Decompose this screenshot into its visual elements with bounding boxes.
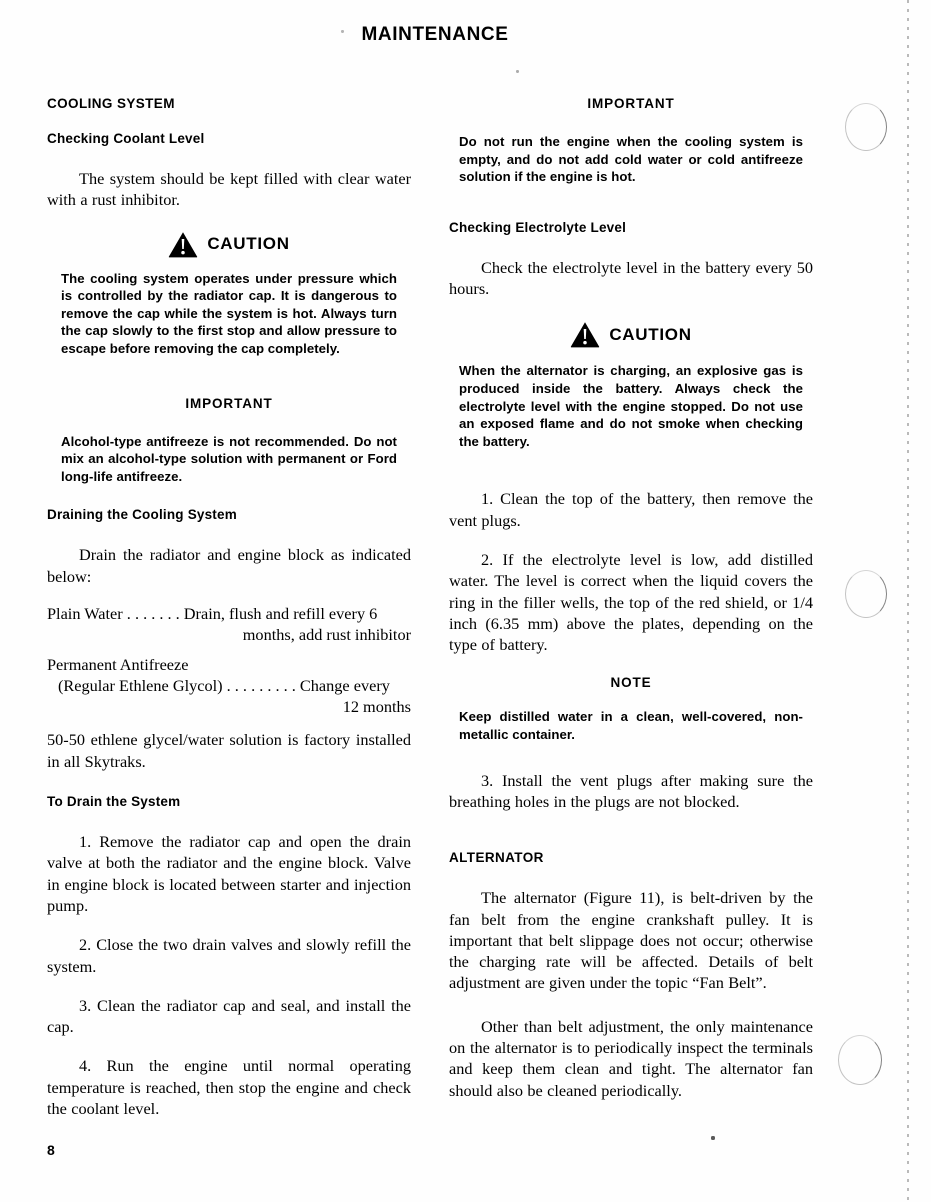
caution-text-block-cooling xyxy=(61,270,397,358)
step-item: 2. Close the two drain valves and slowly refill the system. xyxy=(47,935,411,976)
caution-text-block-battery xyxy=(459,362,803,450)
heading-to-drain-the-system: To Drain the System xyxy=(47,794,181,810)
dot-leader: . . . . . . . . . xyxy=(226,675,296,695)
caution-banner-battery xyxy=(449,321,813,348)
heading-checking-coolant-level: Checking Coolant Level xyxy=(47,131,205,146)
heading-alternator: ALTERNATOR xyxy=(449,850,544,866)
step-item: 1. Remove the radiator cap and open the drain valve at both the radiator and the engine block. Valve in engine block is located between starter and injection pump. xyxy=(47,832,411,915)
schedule-item-label: Plain Water xyxy=(47,603,123,623)
scan-artifact-hole-punch xyxy=(845,570,887,618)
important-text: Alcohol-type antifreeze is not recommended. Do not mix an alcohol-type solution with permanent or Ford long-life antifreeze. xyxy=(61,433,397,484)
scan-artifact-hole-punch xyxy=(838,1035,882,1085)
paragraph-alternator-maintenance: Other than belt adjustment, the only maintenance on the alternator is to periodically inspect the terminals and keep them clean and tight. The alternator fan should also be cleaned periodically. xyxy=(449,1016,813,1100)
important-text-block-antifreeze xyxy=(61,433,397,486)
page-number: 8 xyxy=(47,1142,55,1158)
heading-checking-electrolyte-level: Checking Electrolyte Level xyxy=(449,219,627,235)
step-item: 3. Clean the radiator cap and seal, and install the cap. xyxy=(47,995,411,1037)
paragraph-drain-intro: Drain the radiator and engine block as indicated below: xyxy=(47,545,411,586)
schedule-row-plain-water xyxy=(47,603,411,624)
schedule-value-line: Change every xyxy=(299,675,390,695)
schedule-value-continuation: months, add rust inhibitor xyxy=(242,625,411,645)
page-title: MAINTENANCE xyxy=(361,24,509,45)
caution-label: CAUTION xyxy=(609,324,692,344)
important-text-block-cooling xyxy=(459,133,803,186)
left-column xyxy=(47,96,411,1119)
dot-leader: . . . . . . . xyxy=(126,603,180,623)
step-item: 3. Install the vent plugs after making sure the breathing holes in the plugs are not blocked. xyxy=(449,770,813,811)
paragraph-electrolyte-intro: Check the electrolyte level in the battery every 50 hours. xyxy=(449,257,813,299)
important-label-cooling: IMPORTANT xyxy=(587,96,675,111)
paragraph-alternator-belt: The alternator (Figure 11), is belt-driven by the fan belt from the engine crankshaft pulley. It is important that belt slippage does not occur; otherwise the charging rate will be affected. Details of belt adjustment are given under the topic “Fan Belt”. xyxy=(449,888,813,993)
warning-triangle-icon xyxy=(570,321,600,348)
scan-artifact-speck xyxy=(341,30,344,33)
warning-triangle-icon xyxy=(168,231,198,258)
caution-text: The cooling system operates under pressure which is controlled by the radiator cap. It is dangerous to remove the cap while the system is hot. Always turn the cap slowly to the first stop and allow pressure to escape before removing the cap completely. xyxy=(61,270,397,356)
scan-artifact-speck xyxy=(711,1136,715,1140)
paragraph-coolant-intro: The system should be kept filled with clear water with a rust inhibitor. xyxy=(47,169,411,210)
scan-artifact-speck xyxy=(516,70,519,73)
note-text: Keep distilled water in a clean, well-covered, non-metallic container. xyxy=(459,709,803,743)
schedule-value-continuation: 12 months xyxy=(342,697,411,717)
important-text: Do not run the engine when the cooling system is empty, and do not add cold water or cold antifreeze solution if the engine is hot. xyxy=(459,134,803,185)
caution-text: When the alternator is charging, an explosive gas is produced inside the battery. Always check the electrolyte level with the engine stopped. Do not use an exposed flame and do not smoke when checking the battery. xyxy=(459,363,803,449)
coolant-schedule xyxy=(47,603,411,717)
step-item: 1. Clean the top of the battery, then remove the vent plugs. xyxy=(449,489,813,530)
heading-draining-cooling-system: Draining the Cooling System xyxy=(47,507,237,523)
scan-artifact-hole-punch xyxy=(845,103,887,151)
note-label: NOTE xyxy=(610,675,652,691)
schedule-item-permanent-antifreeze: Permanent Antifreeze xyxy=(47,654,189,674)
caution-label: CAUTION xyxy=(207,234,290,254)
right-column xyxy=(449,96,813,1101)
schedule-item-label: (Regular Ethlene Glycol) xyxy=(58,675,223,695)
scan-artifact-edge-streak xyxy=(907,0,909,1202)
step-item: 2. If the electrolyte level is low, add distilled water. The level is correct when the liquid covers the ring in the filler wells, the top of the red shield, or 1/4 inch (6.35 mm) above the plates, depending on the type of battery. xyxy=(449,549,813,655)
schedule-value-line: Drain, flush and refill every 6 xyxy=(183,603,378,623)
paragraph-schedule-note: 50-50 ethlene glycel/water solution is factory installed in all Skytraks. xyxy=(47,730,411,771)
note-text-block xyxy=(459,708,803,743)
schedule-row-ethlene-glycol xyxy=(47,675,411,696)
step-item: 4. Run the engine until normal operating temperature is reached, then stop the engine and check the coolant level. xyxy=(47,1056,411,1118)
heading-cooling-system: COOLING SYSTEM xyxy=(47,96,175,111)
caution-banner-cooling xyxy=(47,231,411,258)
important-label-antifreeze: IMPORTANT xyxy=(185,395,273,411)
